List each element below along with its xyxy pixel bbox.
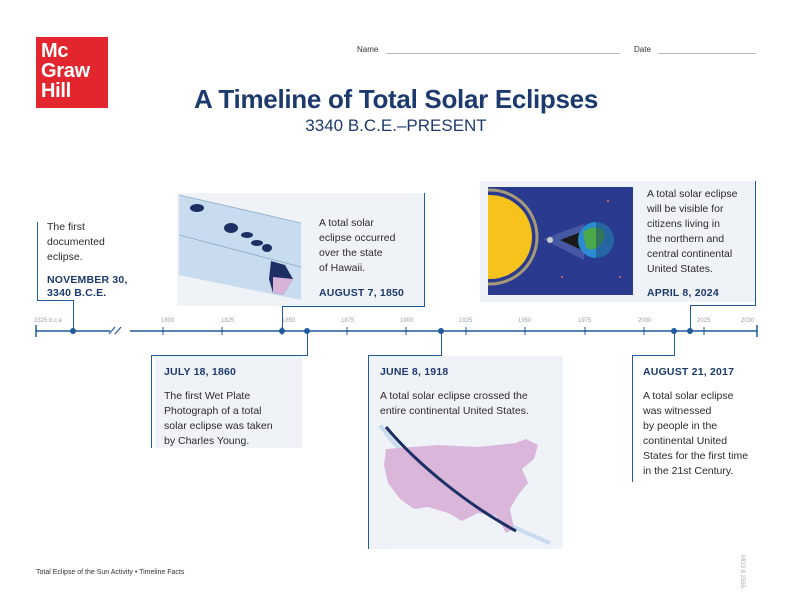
- name-field[interactable]: [386, 53, 620, 54]
- name-label: Name: [357, 45, 379, 54]
- first-connector: [37, 222, 38, 300]
- e2017-connector-h: [632, 355, 675, 356]
- e2024-description: A total solar eclipse will be visible for citizens living in the northern and central continental United States.: [647, 188, 738, 275]
- tick-label-5: 1900: [400, 318, 414, 324]
- dot-1918: [438, 328, 444, 334]
- e2017-description: A total solar eclipse was witnessed by people in the continental United States for the first time in the 21st Century.: [643, 390, 749, 477]
- logo-line-1: Mc: [41, 40, 69, 62]
- dot-1860: [304, 328, 310, 334]
- page-title: A Timeline of Total Solar Eclipses: [194, 84, 598, 114]
- hawaii-description: A total solar eclipse occurred over the state of Hawaii.: [319, 217, 396, 274]
- us1918-connector-h: [368, 355, 442, 356]
- us1918-connector: [368, 355, 369, 549]
- document-code: MG3 8 2555: [739, 555, 745, 589]
- dot-1850: [279, 328, 285, 334]
- e2024-connector-h: [690, 305, 756, 306]
- photo-connector: [151, 355, 152, 448]
- first-description: The first documented eclipse.: [47, 221, 105, 263]
- tick-label-6: 1925: [459, 318, 473, 324]
- us-map-image: [378, 425, 552, 545]
- tick-label-1: 1800: [161, 318, 175, 324]
- us1918-description: A total solar eclipse crossed the entire continental United States.: [380, 390, 529, 417]
- first-date: NOVEMBER 30, 3340 B.C.E.: [47, 274, 128, 299]
- date-label: Date: [634, 45, 651, 54]
- tick-label-4: 1875: [341, 318, 355, 324]
- e2017-date: AUGUST 21, 2017: [643, 366, 735, 378]
- eclipse-space-image: [488, 187, 633, 295]
- logo-line-3: Hill: [41, 80, 71, 102]
- dot-first: [70, 328, 76, 334]
- hawaii-map-image: [179, 195, 301, 300]
- date-field[interactable]: [658, 53, 756, 54]
- photo-connector-h: [151, 355, 308, 356]
- photo-date: JULY 18, 1860: [164, 366, 237, 378]
- tick-label-0: 3325 b.c.e: [34, 318, 63, 324]
- tick-label-9: 2000: [638, 318, 652, 324]
- tick-label-11: 2030: [741, 318, 755, 324]
- tick-label-8: 1975: [578, 318, 592, 324]
- e2017-connector: [632, 355, 633, 482]
- e2024-connector: [755, 181, 756, 305]
- tick-label-7: 1950: [518, 318, 532, 324]
- dot-2017: [671, 328, 677, 334]
- tick-label-2: 1825: [221, 318, 235, 324]
- logo-line-2: Graw: [41, 60, 90, 82]
- e2024-date: APRIL 8, 2024: [647, 287, 719, 299]
- footer-caption: Total Eclipse of the Sun Activity • Timeline Facts: [36, 569, 185, 576]
- photo-description: The first Wet Plate Photograph of a total solar eclipse was taken by Charles Young.: [164, 390, 273, 447]
- tick-label-3: 1850: [282, 318, 296, 324]
- first-connector-h: [37, 300, 73, 301]
- hawaii-connector-h: [282, 306, 425, 307]
- timeline-axis: [30, 318, 765, 344]
- tick-label-10: 2025: [697, 318, 711, 324]
- dot-2024: [687, 328, 693, 334]
- us1918-date: JUNE 8, 1918: [380, 366, 449, 378]
- hawaii-connector: [424, 193, 425, 306]
- hawaii-date: AUGUST 7, 1850: [319, 287, 405, 299]
- page-subtitle: 3340 B.C.E.–PRESENT: [305, 116, 487, 135]
